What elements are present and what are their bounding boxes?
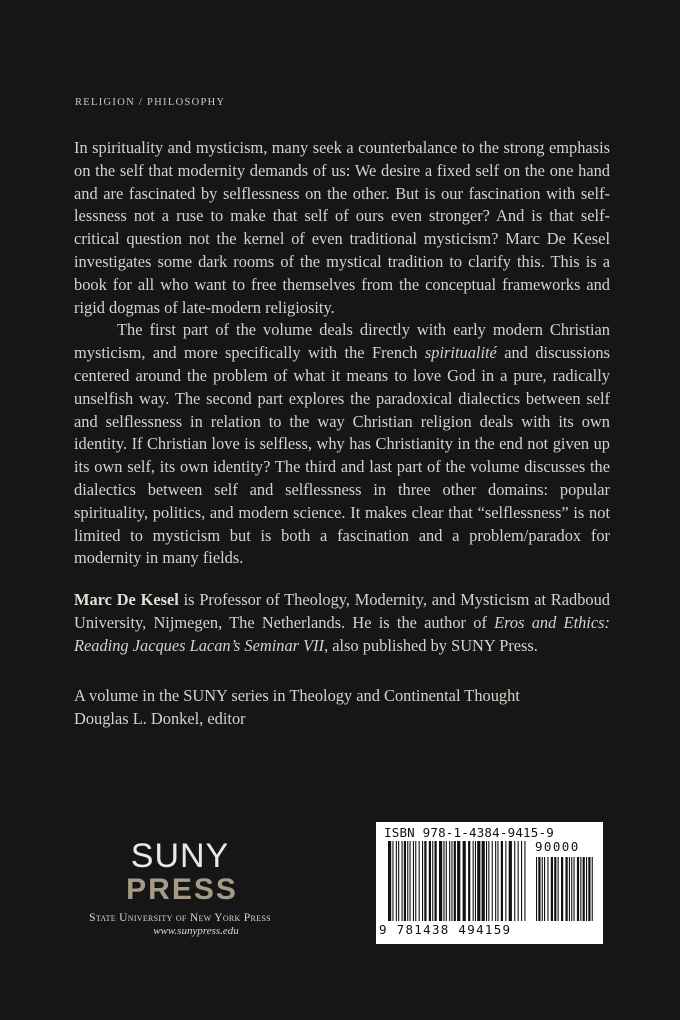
barcode-bar (396, 841, 397, 921)
ean-digits: 9 781438 494159 (379, 922, 512, 937)
barcode-bar (547, 857, 548, 921)
barcode-bar (435, 841, 437, 921)
description-paragraph-1: In spirituality and mysticism, many seek a counterbalance to the strong emphasis on the self that modernity demands of us: We desire a fixed self on the one hand and are fascinated by selflessness on the other. But is our fascination with selflessness not a ruse to make that self of ours even stronger? And is that self-critical question not the kernel of even traditional mysticism? Marc De Kesel investigates some dark rooms of the mystical tradition to clarify this. This is a book for all who want to free themselves from the conceptual frameworks and rigid dogmas of late-modern religiosity. (74, 138, 610, 317)
barcode-bar (392, 841, 393, 921)
barcode-bar (571, 857, 572, 921)
publisher-name: State University of New York Press (89, 912, 271, 924)
barcode-bar (404, 841, 406, 921)
publisher-url: www.sunypress.edu (153, 925, 239, 937)
author-bio-ending: , also published by SUNY Press. (324, 635, 538, 655)
author-name: Marc De Kesel (74, 590, 179, 609)
publisher-logo (60, 838, 300, 937)
series-editor: Douglas L. Donkel, editor (74, 708, 246, 728)
barcode-bar (538, 857, 540, 921)
barcode-bar (419, 841, 420, 921)
barcode-bar (473, 841, 474, 921)
barcode-bar (477, 841, 480, 921)
barcode-bar (536, 857, 537, 921)
barcode-bar (451, 841, 452, 921)
barcode-bar (398, 841, 399, 921)
paragraph-2-text-start: The first part of the volume deals directly with early modern Christian mysticism, and more specifically with the French (74, 320, 610, 363)
barcode-bar (482, 841, 485, 921)
barcode-bar (388, 841, 391, 921)
barcode-bar (505, 841, 506, 921)
logo-suny-text: SUNY (130, 837, 230, 875)
barcode-bar (407, 841, 408, 921)
barcode-bar (468, 841, 470, 921)
barcode-bar (443, 841, 444, 921)
category-label: RELIGION / PHILOSOPHY (75, 97, 226, 108)
series-info (74, 685, 610, 731)
barcode-bar (544, 857, 545, 921)
barcode-bar (475, 841, 476, 921)
barcode-bar (566, 857, 568, 921)
barcode-bar (524, 841, 525, 921)
logo-press-text: PRESS (126, 873, 238, 906)
spiritualite-term: spiritualité (424, 343, 497, 363)
barcode-bar (402, 841, 403, 921)
barcode-bar (580, 857, 581, 921)
barcode-bar (501, 841, 503, 921)
barcode-bar (454, 841, 456, 921)
barcode-bar (558, 857, 559, 921)
barcode-bar (509, 841, 512, 921)
barcode-bar (574, 857, 575, 921)
series-line: A volume in the SUNY series in Theology and Continental Thought (74, 686, 520, 705)
barcode-bar (446, 841, 447, 921)
barcode-bar (424, 841, 426, 921)
barcode-bar (488, 841, 489, 921)
barcode-bar (554, 857, 556, 921)
barcode-bar (432, 841, 433, 921)
barcode-bar (486, 841, 487, 921)
barcode-bar (422, 841, 423, 921)
barcode-bar (463, 841, 466, 921)
book-description (74, 137, 610, 570)
previous-book-title: Eros and Ethics: Reading Jacques Lacan’s Seminar VII (74, 612, 610, 655)
barcode-bar (413, 841, 414, 921)
barcode-bar (577, 857, 579, 921)
author-bio (74, 589, 610, 657)
barcode-bar (492, 841, 493, 921)
barcode-bar (439, 841, 442, 921)
description-paragraph-2 (74, 319, 610, 570)
barcode-bar (518, 841, 519, 921)
barcode-bar (495, 841, 496, 921)
barcode-bar (415, 841, 416, 921)
barcode-bar (497, 841, 498, 921)
barcode-bar (561, 857, 563, 921)
isbn-text: ISBN 978-1-4384-9415-9 (384, 825, 554, 840)
barcode-bar (429, 841, 431, 921)
barcode-bar (583, 857, 585, 921)
paragraph-2-text-end: and discussions centered around the problem of what it means to love God in a pure, radically unselfish way. The second part explores the paradoxical dialectics between self and selflessness in relation to the way Christian religion deals with its own identity. If Christian love is selfless, why has Christianity in the end not given up its own self, its own identity? The third and last part of the volume discusses the dialectics between self and selflessness in three other domains: popular spirituality, politics, and modern science. It makes clear that “selflessness” is not limited to mysticism but is both a fascination and a problem/paradox for modernity in many fields. (74, 343, 610, 568)
barcode-bar (521, 841, 522, 921)
barcode-bar (588, 857, 590, 921)
barcode-bar (449, 841, 450, 921)
barcode-bar (592, 857, 593, 921)
barcode-bar (542, 857, 543, 921)
barcode-bar (551, 857, 553, 921)
barcode-bar (457, 841, 460, 921)
barcode-bar (410, 841, 411, 921)
author-bio-text: is Professor of Theology, Modernity, and Mysticism at Radboud University, Nijmegen, The Netherlands. He is the author of (74, 590, 610, 632)
barcode-block (376, 822, 603, 944)
barcode-bar (586, 857, 587, 921)
barcode-bar (569, 857, 570, 921)
price-code-digits: 90000 (535, 839, 580, 854)
barcode-bar (514, 841, 515, 921)
